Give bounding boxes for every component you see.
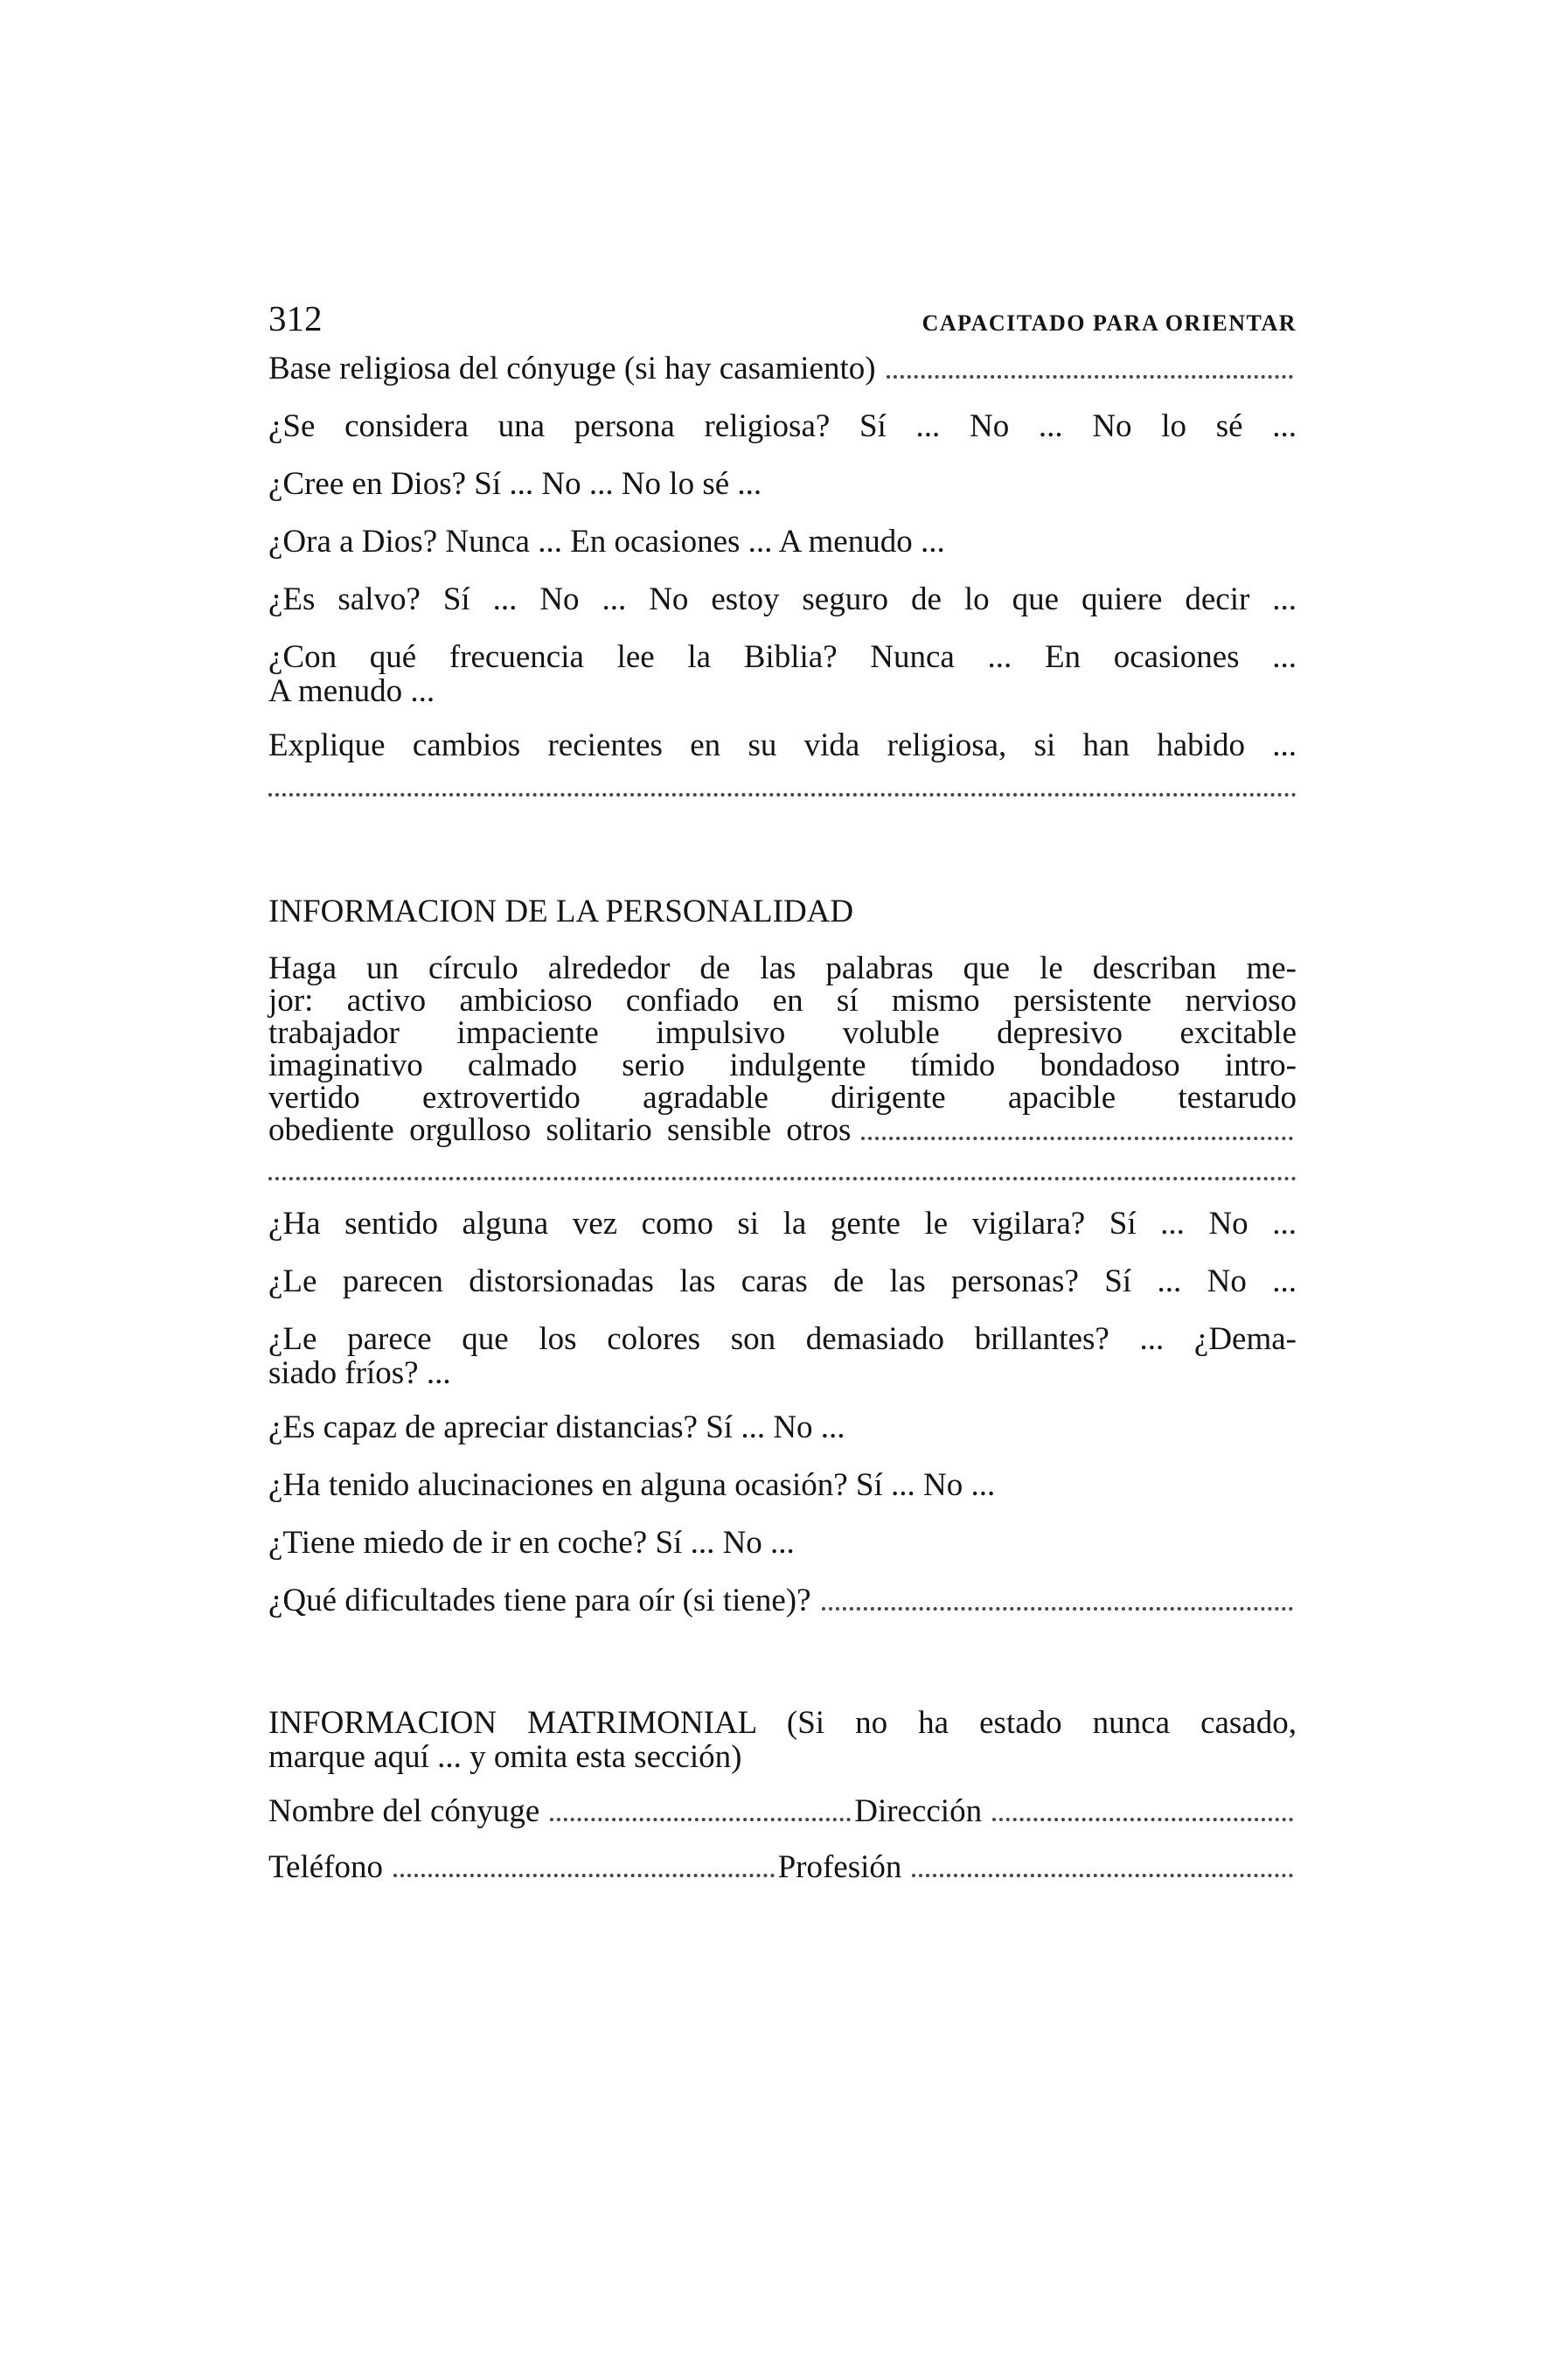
personality-paragraph [268, 952, 1297, 1147]
question-bible-line1: ¿Con qué frecuencia lee la Biblia? Nunca ... En ocasiones ... [268, 639, 1297, 675]
question-distances: ¿Es capaz de apreciar distancias? Sí ... No ... [268, 1409, 845, 1445]
address-blank[interactable] [992, 1818, 1293, 1821]
personality-line: jor: activo ambicioso confiado en sí mismo persistente nervioso [268, 983, 1297, 1019]
spouse-religion-label: Base religiosa del cónyuge (si hay casamiento) [268, 351, 876, 386]
page-number: 312 [268, 298, 323, 338]
question-religious-changes: Explique cambios recientes en su vida religiosa, si han habido ... [268, 727, 1297, 763]
spouse-religion-blank[interactable] [887, 375, 1293, 379]
spouse-name-label: Nombre del cónyuge [268, 1793, 540, 1829]
personality-line: vertido extrovertido agradable dirigente apacible testarudo [268, 1080, 1297, 1116]
religious-changes-blank[interactable] [268, 790, 1297, 797]
personality-others-blank[interactable] [861, 1137, 1293, 1140]
personality-line: Haga un círculo alrededor de las palabras que le describan me- [268, 950, 1297, 986]
personality-line: obediente orgulloso solitario sensible otros [268, 1112, 852, 1148]
marital-heading-line1: INFORMACION MATRIMONIAL (Si no ha estado nunca casado, [268, 1705, 1297, 1741]
personality-line: trabajador impaciente impulsivo voluble depresivo excitable [268, 1015, 1297, 1051]
profession-blank[interactable] [912, 1874, 1293, 1877]
question-faces: ¿Le parecen distorsionadas las caras de las personas? Sí ... No ... [268, 1263, 1297, 1299]
spouse-religion-field [268, 351, 1297, 386]
hearing-blank[interactable] [822, 1607, 1294, 1611]
question-watched: ¿Ha sentido alguna vez como si la gente le vigilara? Sí ... No ... [268, 1206, 1297, 1242]
page-header [268, 297, 1297, 350]
question-colors-line1: ¿Le parece que los colores son demasiado brillantes? ... ¿Dema- [268, 1321, 1297, 1357]
question-hearing: ¿Qué dificultades tiene para oír (si tiene)? [268, 1583, 811, 1618]
personality-line: imaginativo calmado serio indulgente tímido bondadoso intro- [268, 1047, 1297, 1083]
profession-label: Profesión [777, 1849, 902, 1885]
question-hallucinations: ¿Ha tenido alucinaciones en alguna ocasión? Sí ... No ... [268, 1467, 996, 1503]
spouse-name-row [268, 1794, 1297, 1829]
spouse-name-blank[interactable] [550, 1818, 851, 1821]
hearing-field [268, 1583, 1297, 1618]
personality-extra-blank[interactable] [268, 1173, 1297, 1180]
question-car: ¿Tiene miedo de ir en coche? Sí ... No ... [268, 1525, 795, 1561]
question-saved: ¿Es salvo? Sí ... No ... No estoy seguro de lo que quiere decir ... [268, 581, 1297, 617]
phone-label: Teléfono [268, 1849, 383, 1885]
personality-last-line [268, 1114, 1297, 1147]
personality-heading: INFORMACION DE LA PERSONALIDAD [268, 894, 854, 929]
question-pray: ¿Ora a Dios? Nunca ... En ocasiones ... A menudo ... [268, 524, 945, 560]
phone-row [268, 1850, 1297, 1885]
phone-blank[interactable] [393, 1874, 775, 1877]
address-label: Dirección [854, 1793, 983, 1829]
question-colors-line2: siado fríos? ... [268, 1355, 451, 1391]
question-religious-person: ¿Se considera una persona religiosa? Sí ... No ... No lo sé ... [268, 408, 1297, 444]
marital-heading-line2: marque aquí ... y omita esta sección) [268, 1739, 742, 1775]
question-believe-god: ¿Cree en Dios? Sí ... No ... No lo sé ... [268, 466, 762, 502]
running-title: CAPACITADO PARA ORIENTAR [922, 310, 1297, 336]
page-column [268, 297, 1297, 1885]
question-bible-line2: A menudo ... [268, 673, 435, 709]
